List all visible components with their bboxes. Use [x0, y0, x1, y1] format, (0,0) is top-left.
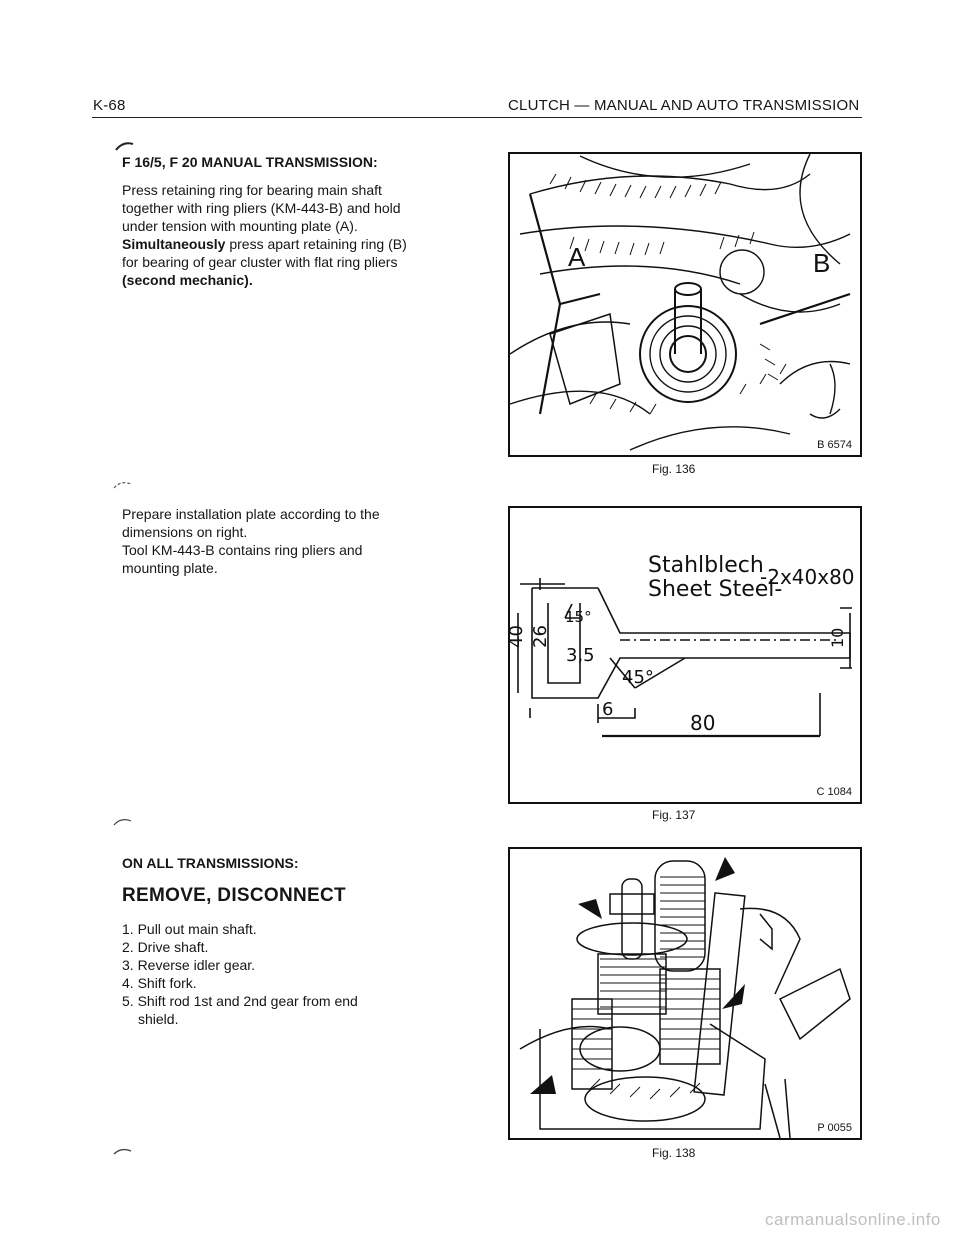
text-line: mounting plate. — [122, 560, 218, 576]
remove-disconnect-heading: REMOVE, DISCONNECT — [122, 885, 346, 906]
plate-spec: -2x40x80 — [760, 565, 855, 589]
margin-mark — [113, 1144, 133, 1156]
label-b: B — [813, 248, 831, 278]
figure-137 — [508, 506, 862, 804]
plate-material-de: Stahlblech — [648, 553, 764, 578]
figure-136 — [508, 152, 862, 457]
text-line: dimensions on right. — [122, 524, 248, 540]
section-heading-f16: F 16/5, F 20 MANUAL TRANSMISSION: — [122, 154, 378, 170]
text-line: Prepare installation plate according to the — [122, 506, 380, 522]
figure-137-caption: Fig. 137 — [652, 808, 696, 822]
watermark: carmanualsonline.info — [765, 1210, 941, 1229]
dim-10: 10 — [828, 627, 847, 648]
dim-angle-45: 45° — [622, 667, 654, 688]
list-item: shield. — [138, 1011, 179, 1027]
figure-138 — [508, 847, 862, 1140]
list-item: 5. Shift rod 1st and 2nd gear from end — [122, 993, 358, 1009]
text-line — [122, 235, 452, 253]
gearbox-photo-drawing — [510, 154, 860, 455]
plate-material-en: Sheet Steel- — [648, 577, 783, 602]
text-line — [122, 271, 452, 289]
text-line: together with ring pliers (KM-443-B) and hold — [122, 200, 401, 216]
bold-term: (second mechanic). — [122, 272, 253, 288]
text-line: Tool KM-443-B contains ring pliers and — [122, 542, 363, 558]
label-a: A — [568, 242, 586, 272]
figure-code: B 6574 — [817, 439, 852, 451]
gear-cluster-drawing — [510, 849, 860, 1138]
figure-138-caption: Fig. 138 — [652, 1146, 696, 1160]
section-heading-all-transmissions: ON ALL TRANSMISSIONS: — [122, 855, 299, 871]
dim-80: 80 — [690, 711, 716, 735]
list-item: 4. Shift fork. — [122, 975, 197, 991]
list-item: 1. Pull out main shaft. — [122, 921, 257, 937]
text-span: press apart retaining ring (B) — [229, 236, 407, 252]
dim-6: 6 — [602, 699, 614, 720]
margin-mark — [115, 140, 135, 152]
section-title: CLUTCH — MANUAL AND AUTO TRANSMISSION — [508, 97, 860, 114]
figure-code: P 0055 — [817, 1122, 852, 1134]
dim-angle-15: 15° — [565, 608, 592, 626]
figure-136-caption: Fig. 136 — [652, 462, 696, 476]
list-item: 2. Drive shaft. — [122, 939, 209, 955]
figure-code: C 1084 — [816, 786, 852, 798]
margin-mark — [113, 478, 133, 490]
bold-term: Simultaneously — [122, 236, 226, 252]
removal-steps-list — [122, 920, 422, 1028]
text-line: under tension with mounting plate (A). — [122, 218, 358, 234]
plate-dimension-drawing — [506, 508, 860, 802]
text-line: Press retaining ring for bearing main shaft — [122, 182, 382, 198]
list-item: 3. Reverse idler gear. — [122, 957, 256, 973]
margin-mark — [113, 815, 133, 827]
installation-plate-paragraph — [122, 505, 452, 577]
header-rule — [92, 117, 862, 118]
dim-26: 26 — [530, 625, 551, 648]
dim-40: 40 — [506, 625, 527, 648]
instruction-paragraph — [122, 181, 452, 289]
page-number: K-68 — [93, 97, 126, 114]
text-line: for bearing of gear cluster with flat ring pliers — [122, 254, 398, 270]
dim-3-5: 3,5 — [566, 645, 595, 666]
